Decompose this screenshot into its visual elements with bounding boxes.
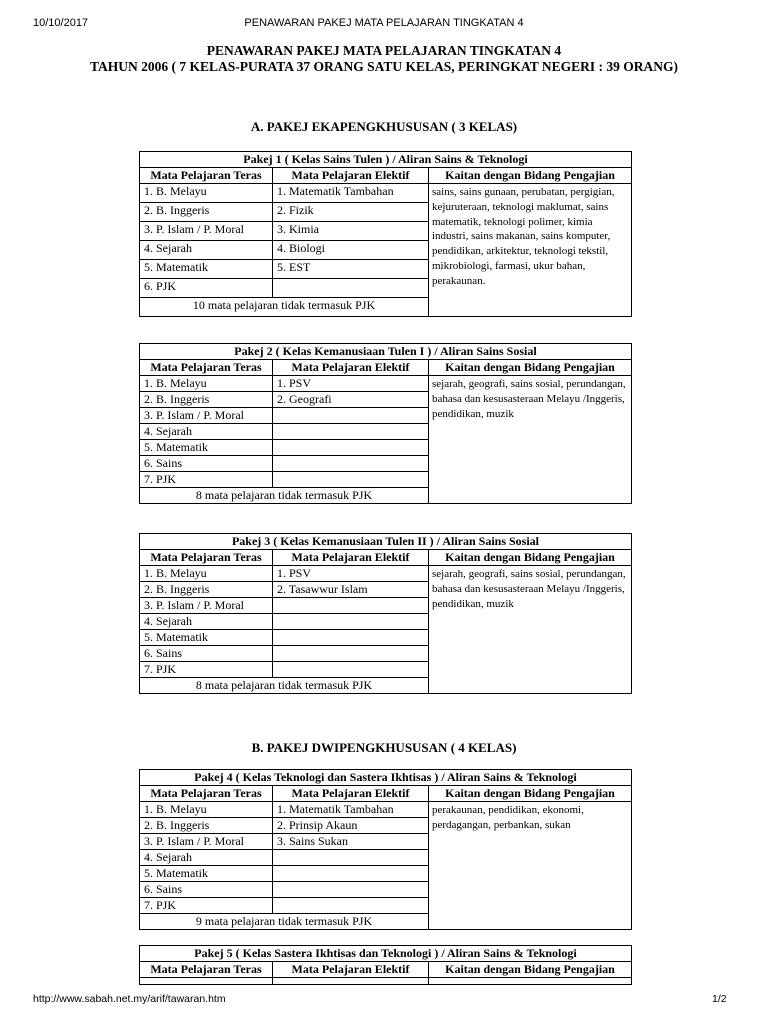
teras-cell: 3. P. Islam / P. Moral (140, 408, 273, 424)
kaitan-cell: sains, sains gunaan, perubatan, pergigian, kejuruteraan, teknologi maklumat, sains matematik, teknologi polimer, kimia industri, sains makanan, sains komputer, pendidikan, arkitektur, teknologi tekstil, mikrobiologi, farmasi, ukur bahan, perakaunan. (429, 184, 632, 317)
elektif-cell (273, 440, 429, 456)
total-cell: 8 mata pelajaran tidak termasuk PJK (140, 488, 429, 504)
elektif-cell: 1. Matematik Tambahan (273, 184, 429, 203)
pakej4-table (139, 769, 632, 930)
pakej2-title: Pakej 2 ( Kelas Kemanusiaan Tulen I ) / Aliran Sains Sosial (140, 344, 632, 360)
teras-cell: 4. Sejarah (140, 241, 273, 260)
teras-cell: 3. P. Islam / P. Moral (140, 222, 273, 241)
pakej3-table (139, 533, 632, 694)
elektif-cell: 3. Kimia (273, 222, 429, 241)
doc-title-line1: PENAWARAN PAKEJ MATA PELAJARAN TINGKATAN 4 (206, 43, 562, 58)
footer-url[interactable]: http://www.sabah.net.my/arif/tawaran.htm (33, 993, 226, 1005)
col-elektif-header: Mata Pelajaran Elektif (273, 962, 429, 978)
pakej5-title: Pakej 5 ( Kelas Sastera Ikhtisas dan Teknologi ) / Aliran Sains & Teknologi (140, 946, 632, 962)
table-row (140, 184, 632, 203)
teras-cell: 6. PJK (140, 279, 273, 298)
kaitan-cell: sejarah, geografi, sains sosial, perundangan, bahasa dan kesusasteraan Melayu /Inggeris, pendidikan, muzik (429, 566, 632, 694)
teras-cell: 1. B. Melayu (140, 802, 273, 818)
teras-cell: 7. PJK (140, 898, 273, 914)
elektif-cell (273, 598, 429, 614)
teras-cell: 7. PJK (140, 472, 273, 488)
header-date: 10/10/2017 (33, 17, 89, 29)
elektif-cell (273, 472, 429, 488)
total-cell: 8 mata pelajaran tidak termasuk PJK (140, 678, 429, 694)
elektif-cell: 1. PSV (273, 566, 429, 582)
teras-cell: 7. PJK (140, 662, 273, 678)
pakej3-title: Pakej 3 ( Kelas Kemanusiaan Tulen II ) / Aliran Sains Sosial (140, 534, 632, 550)
teras-cell: 4. Sejarah (140, 850, 273, 866)
table-row (140, 978, 632, 985)
footer-page-number: 1/2 (712, 993, 727, 1005)
elektif-cell: 1. Matematik Tambahan (273, 802, 429, 818)
teras-cell: 1. B. Melayu (140, 376, 273, 392)
elektif-cell: 2. Prinsip Akaun (273, 818, 429, 834)
elektif-cell (273, 408, 429, 424)
col-teras-header: Mata Pelajaran Teras (140, 962, 273, 978)
col-kaitan-header: Kaitan dengan Bidang Pengajian (429, 786, 632, 802)
elektif-cell: 4. Biologi (273, 241, 429, 260)
col-elektif-header: Mata Pelajaran Elektif (273, 786, 429, 802)
header-title: PENAWARAN PAKEJ MATA PELAJARAN TINGKATAN 4 (244, 17, 524, 29)
kaitan-cell: sejarah, geografi, sains sosial, perundangan, bahasa dan kesusasteraan Melayu /Inggeris, pendidikan, muzik (429, 376, 632, 504)
elektif-cell (273, 424, 429, 440)
teras-cell: 4. Sejarah (140, 614, 273, 630)
pakej5-table (139, 945, 632, 985)
elektif-cell (273, 279, 429, 298)
teras-cell: 2. B. Inggeris (140, 582, 273, 598)
teras-cell: 3. P. Islam / P. Moral (140, 598, 273, 614)
teras-cell: 6. Sains (140, 882, 273, 898)
pakej1-table (139, 151, 632, 317)
col-teras-header: Mata Pelajaran Teras (140, 550, 273, 566)
elektif-cell: 5. EST (273, 260, 429, 279)
teras-cell: 2. B. Inggeris (140, 818, 273, 834)
teras-cell: 4. Sejarah (140, 424, 273, 440)
col-teras-header: Mata Pelajaran Teras (140, 360, 273, 376)
teras-cell: 1. B. Melayu (140, 566, 273, 582)
table-row (140, 566, 632, 582)
elektif-cell (273, 866, 429, 882)
elektif-cell: 3. Sains Sukan (273, 834, 429, 850)
elektif-cell (273, 662, 429, 678)
section-a-heading: A. PAKEJ EKAPENGKHUSUSAN ( 3 KELAS) (250, 119, 518, 134)
col-kaitan-header: Kaitan dengan Bidang Pengajian (429, 168, 632, 184)
teras-cell: 6. Sains (140, 456, 273, 472)
kaitan-cell: perakaunan, pendidikan, ekonomi, perdagangan, perbankan, sukan (429, 802, 632, 930)
teras-cell: 5. Matematik (140, 260, 273, 279)
pakej2-table (139, 343, 632, 504)
elektif-cell: 2. Fizik (273, 203, 429, 222)
doc-title-line2: TAHUN 2006 ( 7 KELAS-PURATA 37 ORANG SATU KELAS, PERINGKAT NEGERI : 39 ORANG) (89, 59, 679, 74)
elektif-cell: 2. Tasawwur Islam (273, 582, 429, 598)
teras-cell: 2. B. Inggeris (140, 203, 273, 222)
elektif-cell (273, 898, 429, 914)
elektif-cell (273, 850, 429, 866)
elektif-cell (273, 646, 429, 662)
col-kaitan-header: Kaitan dengan Bidang Pengajian (429, 962, 632, 978)
col-kaitan-header: Kaitan dengan Bidang Pengajian (429, 550, 632, 566)
table-row (140, 802, 632, 818)
teras-cell: 1. B. Melayu (140, 184, 273, 203)
total-cell: 10 mata pelajaran tidak termasuk PJK (140, 298, 429, 317)
col-teras-header: Mata Pelajaran Teras (140, 786, 273, 802)
elektif-cell (273, 630, 429, 646)
pakej4-title: Pakej 4 ( Kelas Teknologi dan Sastera Ikhtisas ) / Aliran Sains & Teknologi (140, 770, 632, 786)
col-elektif-header: Mata Pelajaran Elektif (273, 168, 429, 184)
col-elektif-header: Mata Pelajaran Elektif (273, 550, 429, 566)
col-teras-header: Mata Pelajaran Teras (140, 168, 273, 184)
elektif-cell (273, 614, 429, 630)
elektif-cell: 2. Geografi (273, 392, 429, 408)
section-b-heading: B. PAKEJ DWIPENGKHUSUSAN ( 4 KELAS) (251, 740, 517, 755)
teras-cell: 2. B. Inggeris (140, 392, 273, 408)
teras-cell: 5. Matematik (140, 440, 273, 456)
teras-cell: 5. Matematik (140, 630, 273, 646)
col-elektif-header: Mata Pelajaran Elektif (273, 360, 429, 376)
elektif-cell (273, 882, 429, 898)
teras-cell: 5. Matematik (140, 866, 273, 882)
teras-cell: 6. Sains (140, 646, 273, 662)
elektif-cell: 1. PSV (273, 376, 429, 392)
pakej1-title: Pakej 1 ( Kelas Sains Tulen ) / Aliran Sains & Teknologi (140, 152, 632, 168)
total-cell: 9 mata pelajaran tidak termasuk PJK (140, 914, 429, 930)
table-row (140, 376, 632, 392)
teras-cell: 3. P. Islam / P. Moral (140, 834, 273, 850)
elektif-cell (273, 456, 429, 472)
col-kaitan-header: Kaitan dengan Bidang Pengajian (429, 360, 632, 376)
